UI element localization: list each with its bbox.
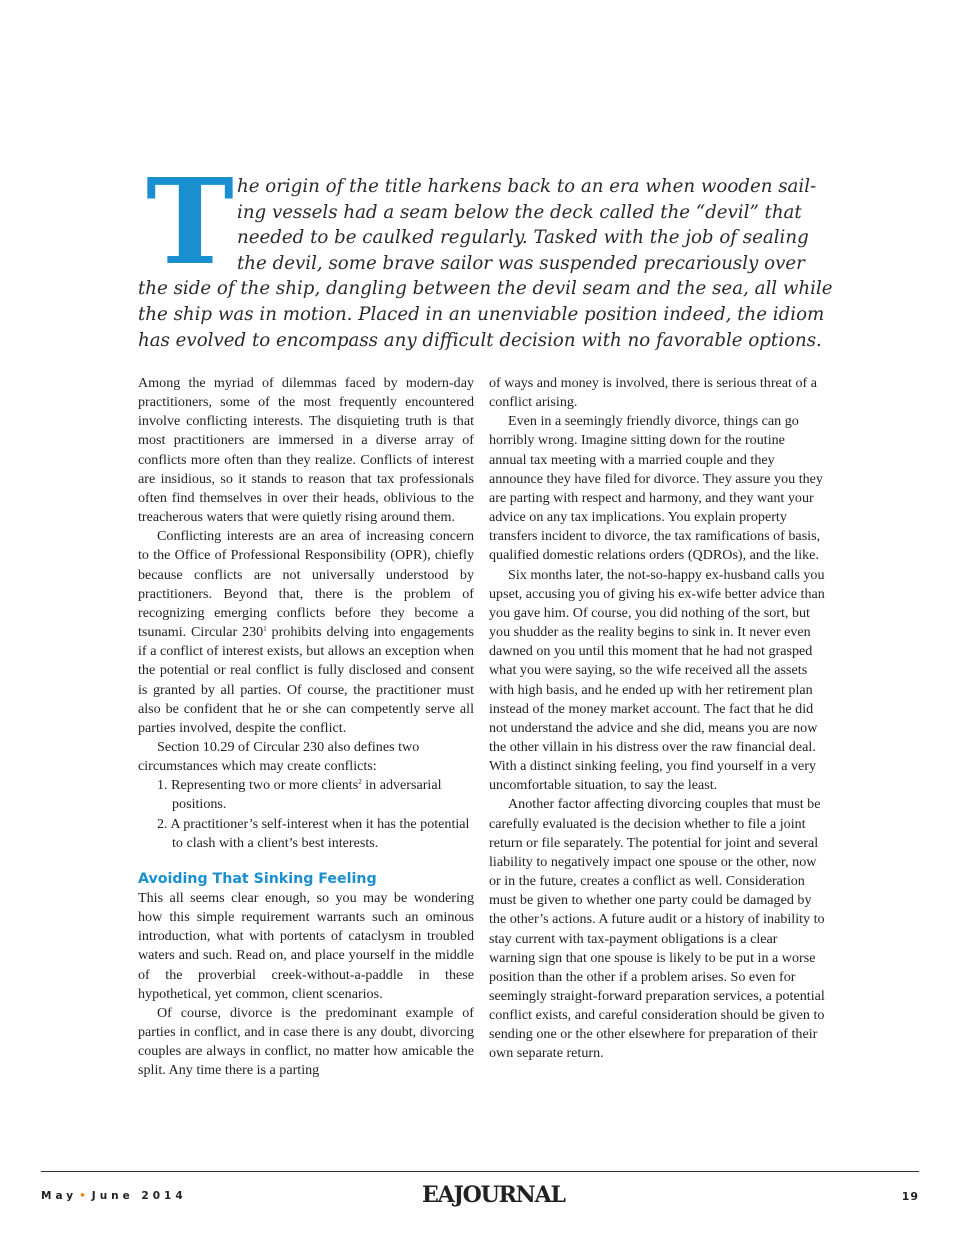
body-paragraph: Among the myriad of dilemmas faced by modern-day practitioners, some of the most frequently encountered involve conflicting interests. The disquieting truth is that most practitioners are immersed in a diverse array of conflicts more often than they realize. Conflicts of interest are insidious, so it stands to reason that tax professionals often find themselves in over their heads, oblivious to the treacherous waters that were quietly rising around them. (138, 375, 474, 526)
body-paragraph (138, 527, 474, 738)
list-item-text: 1. Representing two or more clients (157, 777, 359, 794)
section-heading: Avoiding That Sinking Feeling (138, 870, 377, 887)
body-paragraph: Six months later, the not-so-happy ex-husband calls you upset, accusing you of giving his ex-wife better advice than you gave him. Of course, you did nothing of the sort, but you shudder as the reality begins to sink in. It never even dawned on you until this moment that he had not grasped what you were saying, so the wife received all the assets with high basis, and he ended up with her retirement plan instead of the money market account. The fact that he did not understand the advice and she did, means you are now the other villain in his distress over the raw financial deal. With a distinct sinking feeling, you find yourself in a very uncomfortable situation, to say the least. (489, 566, 825, 794)
page-number: 19 (901, 1190, 919, 1203)
intro-line: the ship was in motion. Placed in an unenviable position indeed, the idiom (138, 303, 825, 325)
footer-logo: EAJOURNAL (422, 1182, 565, 1208)
footnote-ref: 1 (263, 625, 267, 634)
intro-line: the devil, some brave sailor was suspended precariously over (237, 252, 805, 274)
list-item: 2. A practitioner’s self-interest when it has the potential to clash with a client’s best interests. (157, 815, 470, 851)
left-column (138, 374, 474, 1080)
list-item (138, 776, 474, 814)
footer-date (41, 1190, 187, 1202)
body-paragraph: of ways and money is involved, there is serious threat of a conflict arising. (489, 375, 817, 411)
intro-dropcap: T (146, 152, 234, 291)
body-paragraph: Another factor affecting divorcing couples that must be carefully evaluated is the decision whether to file a joint return or file separately. The potential for joint and several liability to negatively impact one spouse or the other, now or in the future, creates a conflict as well. Consideration must be given to whether one party could be damaged by the other’s actions. A future audit or a history of inability to stay current with tax-payment obligations is a clear warning sign that one spouse is likely to be put in a worse position than the other if a problem arises. So even for seemingly straight-forward preparation services, a potential conflict exists, and careful consideration should be given to sending one or the other elsewhere for preparation of their own separate return. (489, 796, 825, 1062)
conflict-list (138, 776, 474, 853)
body-paragraph: Section 10.29 of Circular 230 also defines two circumstances which may create conflicts: (138, 738, 420, 775)
footer-month-year: June 2014 (91, 1190, 187, 1202)
footer-month: May (41, 1190, 78, 1202)
intro-line: he origin of the title harkens back to an era when wooden sail- (237, 176, 817, 197)
intro-line: has evolved to encompass any difficult decision with no favorable options. (138, 329, 822, 351)
footer-dot-separator: • (79, 1190, 90, 1202)
list-item-text: in adversarial positions. (172, 777, 442, 813)
body-paragraph: This all seems clear enough, so you may be wondering how this simple requirement warrants such an ominous introduction, what with portents of cataclysm in troubled waters and such. Read on, and place yourself in the middle of the proverbial creek-without-a-paddle in these hypothetical, yet common, client scenarios. (138, 889, 474, 1002)
intro-line: ing vessels had a seam below the deck called the “devil” that (237, 201, 802, 223)
paragraph-text: prohibits delving into engagements if a conflict of interest exists, but allows an exception when the potential or real conflict is fully disclosed and consent is granted by all parties. Of course, the practitioner must also be confident that he or she can competently serve all parties involved, despite the conflict. (138, 624, 474, 736)
paragraph-text: Conflicting interests are an area of increasing concern to the Office of Professional Responsibility (OPR), chiefly because conflicts are not universally understood by practitioners. Beyond that, there is the problem of recognizing emerging conflicts before they become a tsunami. Circular 230 (138, 528, 474, 641)
body-paragraph: Even in a seemingly friendly divorce, things can go horribly wrong. Imagine sitting down for the routine annual tax meeting with a married couple and they announce they have filed for divorce. They assure you they are parting with respect and harmony, and they want your advice on any tax implications. You explain property transfers incident to divorce, the tax ramifications of basis, qualified domestic relations orders (QDROs), and the like. (489, 413, 823, 564)
intro-line: the side of the ship, dangling between the devil seam and the sea, all while (138, 278, 833, 300)
intro-paragraph (138, 152, 833, 353)
footnote-ref: 2 (358, 778, 362, 787)
footer-rule (41, 1171, 919, 1172)
body-paragraph: Of course, divorce is the predominant example of parties in conflict, and in case there is any doubt, divorcing couples are always in conflict, no matter how amicable the split. Any time there is a parting (138, 1004, 474, 1079)
intro-line: needed to be caulked regularly. Tasked with the job of sealing (237, 227, 809, 249)
right-column (489, 374, 825, 1064)
